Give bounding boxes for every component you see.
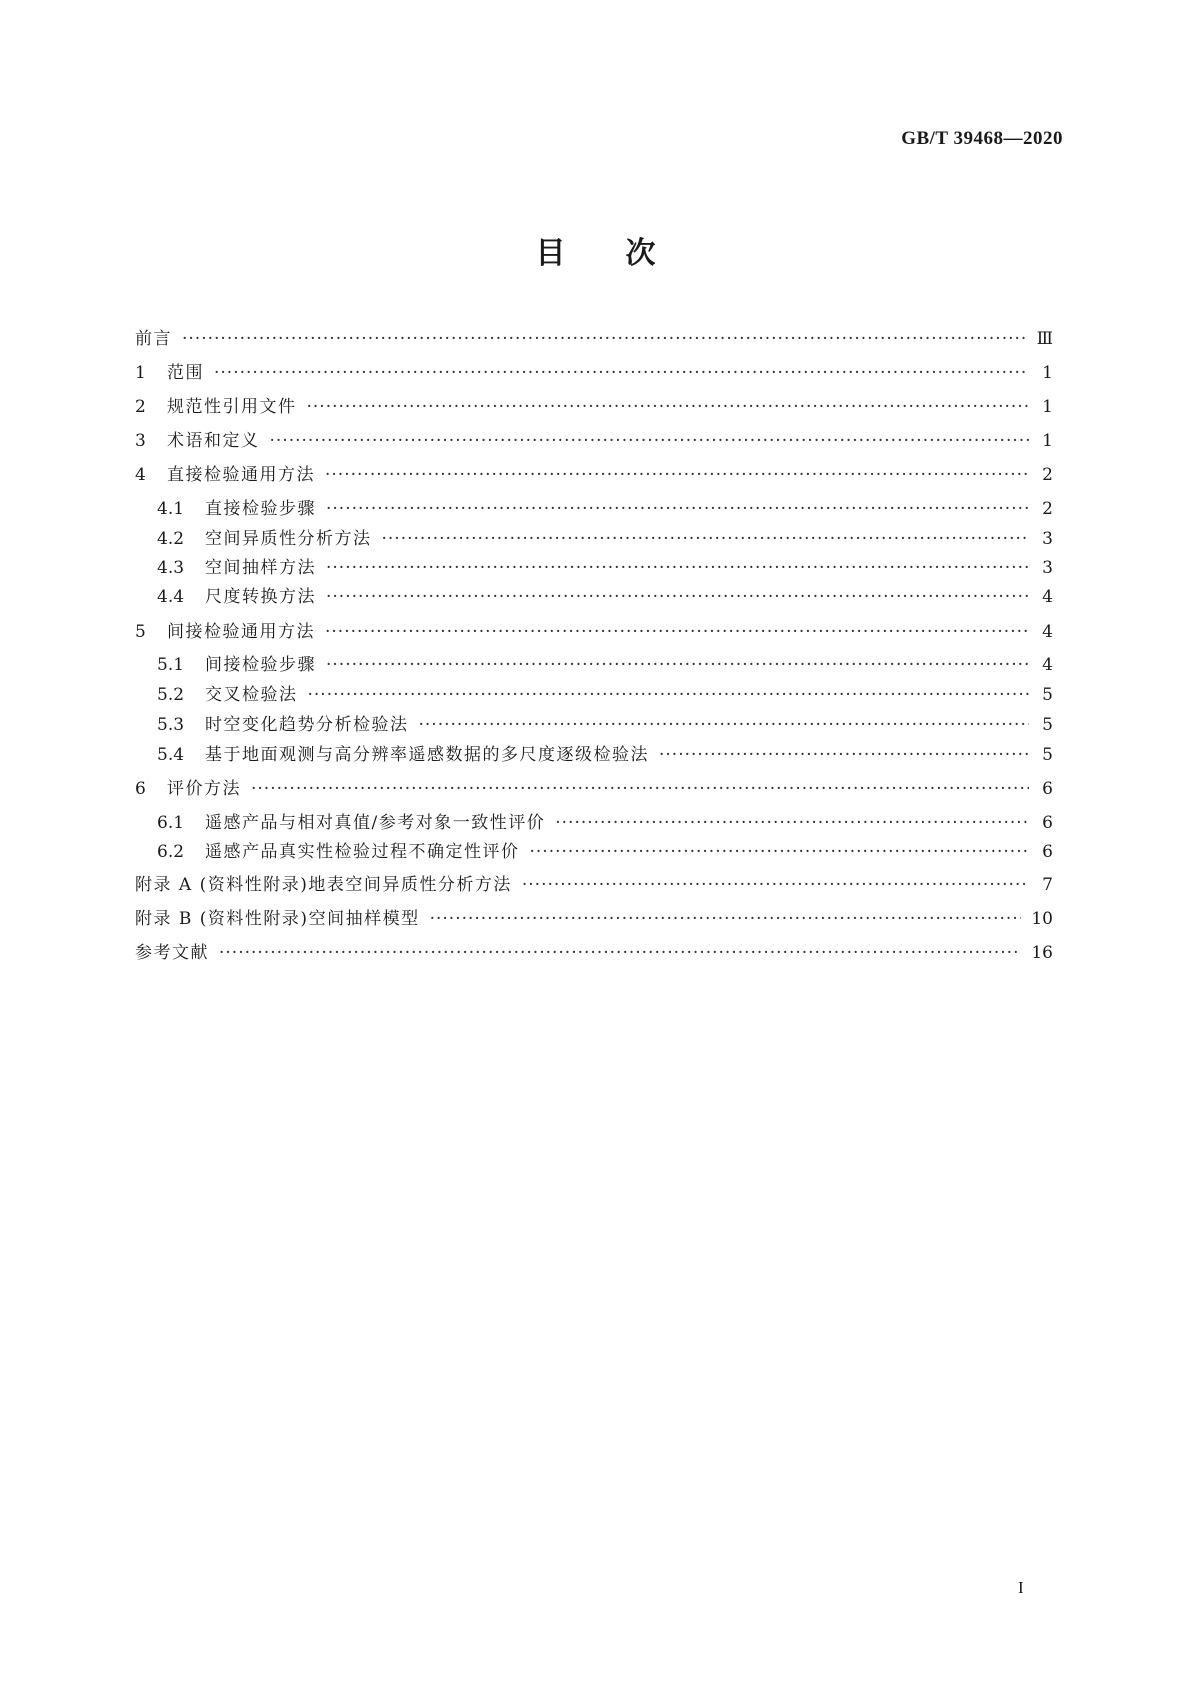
- title-char-left: 目: [535, 236, 566, 271]
- toc-entry-page: 6: [1042, 779, 1053, 799]
- toc-entry-number: 6.2: [157, 842, 185, 862]
- toc-entry[interactable]: [135, 906, 1053, 932]
- dot-leader: [326, 584, 1029, 610]
- toc-entry-number: 4.3: [157, 558, 185, 578]
- toc-entry-label: 间接检验步骤: [205, 655, 316, 675]
- dot-leader: [659, 742, 1029, 768]
- toc-entry-label: 直接检验步骤: [205, 499, 316, 519]
- dot-leader: [219, 940, 1021, 966]
- standard-code: GB/T 39468—2020: [901, 128, 1063, 149]
- toc-entry-number: 5.4: [157, 745, 185, 765]
- dot-leader: [430, 906, 1022, 932]
- toc-entry[interactable]: [135, 810, 1053, 836]
- toc-entry[interactable]: [135, 839, 1053, 865]
- toc-entry-label: 范围: [167, 363, 204, 383]
- toc-entry-number: 6.1: [157, 813, 185, 833]
- toc-entry-number: 6: [135, 779, 146, 799]
- toc-entry[interactable]: [135, 428, 1053, 454]
- toc-entry-page: 2: [1042, 499, 1053, 519]
- dot-leader: [214, 360, 1029, 386]
- toc-entry-label: 遥感产品真实性检验过程不确定性评价: [205, 842, 520, 862]
- toc-entry-page: 4: [1042, 587, 1053, 607]
- toc-entry-page: 4: [1042, 655, 1053, 675]
- toc-entry[interactable]: [135, 555, 1053, 581]
- toc-entry-page: 16: [1031, 943, 1053, 963]
- toc-entry-page: Ⅲ: [1036, 329, 1053, 349]
- toc-entry-page: 1: [1042, 397, 1053, 417]
- toc-entry-number: 4.2: [157, 529, 185, 549]
- toc-entry[interactable]: [135, 712, 1053, 738]
- toc-entry[interactable]: [135, 619, 1053, 645]
- dot-leader: [325, 462, 1029, 488]
- dot-leader: [326, 555, 1029, 581]
- toc-entry-label: 直接检验通用方法: [167, 465, 315, 485]
- toc-entry-label: 前言: [135, 329, 172, 349]
- toc-entry[interactable]: [135, 652, 1053, 678]
- toc-entry-label: 尺度转换方法: [205, 587, 316, 607]
- toc-entry-number: 5.2: [157, 685, 185, 705]
- toc-entry-number: 5: [135, 622, 146, 642]
- toc-entry-number: 3: [135, 431, 146, 451]
- toc-entry-label: 附录 B (资料性附录)空间抽样模型: [135, 909, 420, 929]
- title-char-right: 次: [625, 236, 656, 271]
- toc-entry-page: 4: [1042, 622, 1053, 642]
- toc-entry-number: 4.4: [157, 587, 185, 607]
- toc-entry-label: 附录 A (资料性附录)地表空间异质性分析方法: [135, 875, 512, 895]
- toc-entry-label: 规范性引用文件: [167, 397, 297, 417]
- toc-entry[interactable]: [135, 496, 1053, 522]
- toc-entry-label: 评价方法: [167, 779, 241, 799]
- toc-entry-page: 5: [1042, 685, 1053, 705]
- toc-entry-label: 术语和定义: [167, 431, 260, 451]
- dot-leader: [307, 394, 1030, 420]
- toc-entry-number: 2: [135, 397, 146, 417]
- dot-leader: [555, 810, 1029, 836]
- toc-entry-label: 交叉检验法: [205, 685, 298, 705]
- toc-entry[interactable]: [135, 682, 1053, 708]
- toc-entry-page: 5: [1042, 715, 1053, 735]
- toc-entry-label: 遥感产品与相对真值/参考对象一致性评价: [205, 813, 546, 833]
- dot-leader: [251, 776, 1029, 802]
- toc-entry-label: 空间异质性分析方法: [205, 529, 372, 549]
- toc-entry-page: 2: [1042, 465, 1053, 485]
- dot-leader: [522, 872, 1029, 898]
- toc-entry-page: 3: [1042, 529, 1053, 549]
- toc-entry-page: 1: [1042, 431, 1053, 451]
- toc-entry-page: 7: [1042, 875, 1053, 895]
- dot-leader: [325, 619, 1029, 645]
- toc-entry[interactable]: [135, 360, 1053, 386]
- toc-entry-label: 间接检验通用方法: [167, 622, 315, 642]
- dot-leader: [270, 428, 1030, 454]
- toc-entry-page: 1: [1042, 363, 1053, 383]
- toc-entry-number: 5.1: [157, 655, 185, 675]
- toc-entry-page: 5: [1042, 745, 1053, 765]
- toc-entry-page: 10: [1031, 909, 1053, 929]
- toc-entry-page: 6: [1042, 813, 1053, 833]
- toc-entry[interactable]: [135, 872, 1053, 898]
- dot-leader: [326, 652, 1029, 678]
- toc-entry[interactable]: [135, 462, 1053, 488]
- toc-entry[interactable]: [135, 940, 1053, 966]
- dot-leader: [530, 839, 1030, 865]
- dot-leader: [326, 496, 1029, 522]
- toc-entry-number: 4: [135, 465, 146, 485]
- toc-entry[interactable]: [135, 584, 1053, 610]
- toc-entry[interactable]: [135, 776, 1053, 802]
- page-number: I: [1018, 1578, 1024, 1597]
- toc-entry-number: 1: [135, 363, 146, 383]
- page-title: [0, 228, 1191, 272]
- dot-leader: [182, 326, 1027, 352]
- dot-leader: [308, 682, 1030, 708]
- toc-entry-label: 基于地面观测与高分辨率遥感数据的多尺度逐级检验法: [205, 745, 649, 765]
- toc-entry[interactable]: [135, 742, 1053, 768]
- toc-entry-number: 5.3: [157, 715, 185, 735]
- toc-entry-label: 时空变化趋势分析检验法: [205, 715, 409, 735]
- toc-entry[interactable]: [135, 326, 1053, 352]
- toc-entry[interactable]: [135, 394, 1053, 420]
- toc-entry[interactable]: [135, 526, 1053, 552]
- toc-entry-label: 空间抽样方法: [205, 558, 316, 578]
- toc-entry-number: 4.1: [157, 499, 185, 519]
- toc-entry-label: 参考文献: [135, 943, 209, 963]
- dot-leader: [382, 526, 1030, 552]
- dot-leader: [419, 712, 1030, 738]
- toc-entry-page: 6: [1042, 842, 1053, 862]
- toc-entry-page: 3: [1042, 558, 1053, 578]
